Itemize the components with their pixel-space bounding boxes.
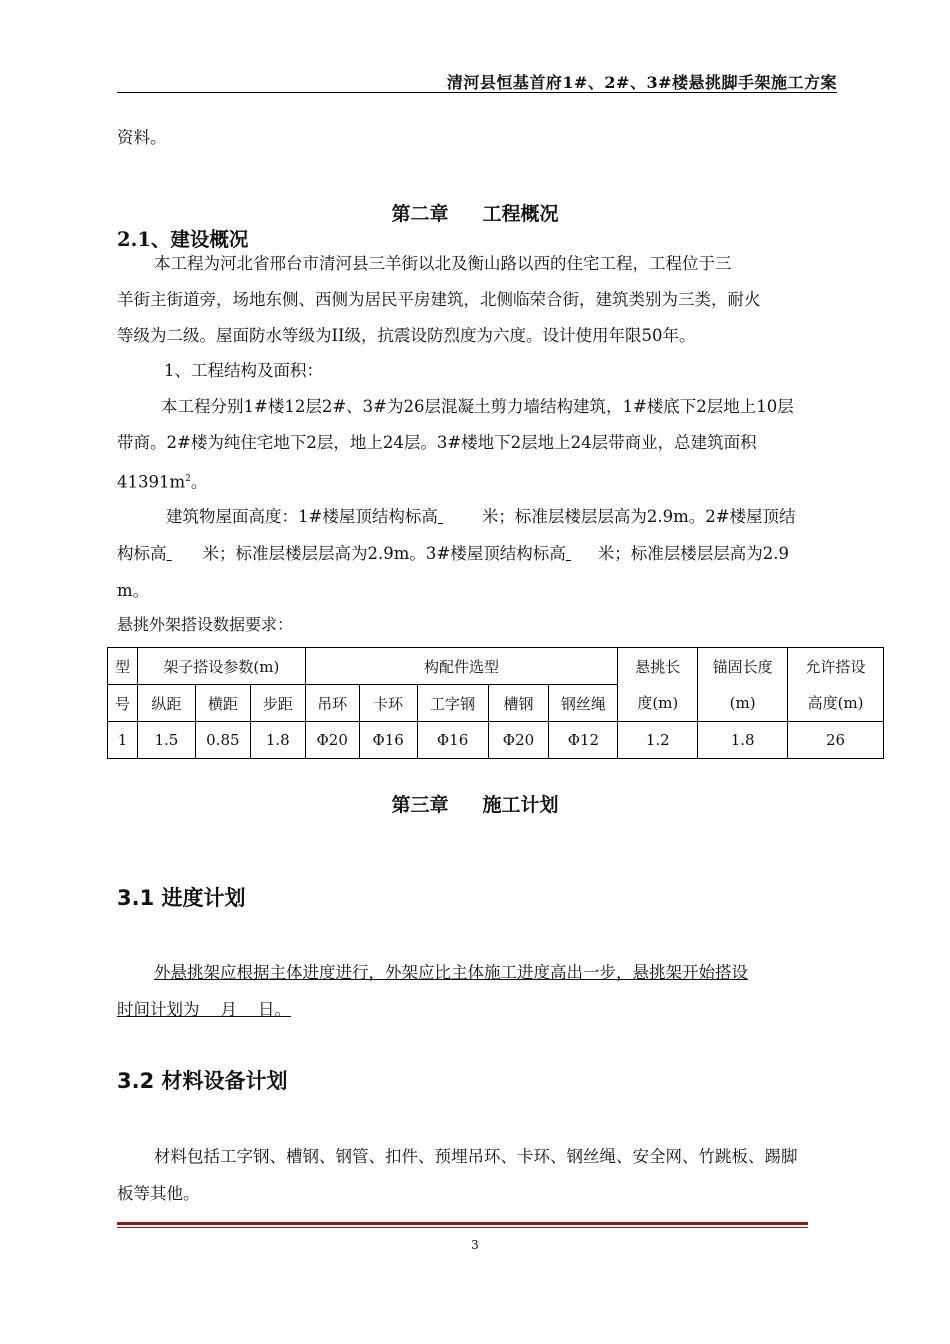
- chapter-3-title: 施工计划: [482, 794, 559, 816]
- parts-header: 构配件选型: [305, 648, 618, 685]
- footer-rule-thin: [117, 1227, 808, 1228]
- table-cell: Φ16: [359, 722, 417, 759]
- cantilever-header-top: 悬挑长: [618, 648, 698, 685]
- table-cell: Φ16: [417, 722, 488, 759]
- blank-height-2: [167, 536, 203, 572]
- para3-l2a: 构标高: [117, 544, 167, 563]
- table-cell: 26: [788, 722, 884, 759]
- para3-l1a: 建筑物屋面高度：1#楼屋顶结构标高: [166, 507, 438, 526]
- area-sup: 2: [185, 474, 191, 484]
- chapter-3-label: 第三章: [391, 794, 449, 816]
- para3-line3: m。: [117, 581, 150, 600]
- area-line: [117, 461, 207, 501]
- table-row: [108, 722, 884, 759]
- para2-line1: 本工程分别1#楼12层2#、3#为26层混凝土剪力墙结构建筑，1#楼底下2层地上10层: [161, 397, 794, 416]
- table-cell: 0.85: [195, 722, 250, 759]
- para5-line2: 板等其他。: [117, 1184, 200, 1203]
- scaffold-spec-table: [107, 647, 884, 759]
- table-header-row-1: [108, 648, 884, 685]
- item-1: 1、工程结构及面积：: [164, 361, 323, 380]
- footer-rule-thick: [117, 1222, 808, 1225]
- section-3-1-title: 3.1 进度计划: [117, 886, 246, 910]
- sub-header: 纵距: [137, 685, 195, 722]
- chapter-2-heading: [0, 199, 950, 226]
- sub-header: 横距: [195, 685, 250, 722]
- table-cell: 1.8: [698, 722, 788, 759]
- sub-header: 卡环: [359, 685, 417, 722]
- table-cell: 1.5: [137, 722, 195, 759]
- section-3-2-title: 3.2 材料设备计划: [117, 1069, 288, 1093]
- para1-line2: 羊街主街道旁，场地东侧、西侧为居民平房建筑，北侧临荣合街，建筑类别为三类，耐火: [117, 290, 761, 309]
- sub-header: 吊环: [305, 685, 359, 722]
- table-header-row-2: [108, 685, 884, 722]
- table-cell: Φ20: [488, 722, 549, 759]
- page-number: 3: [471, 1238, 479, 1252]
- table-cell: 1.2: [618, 722, 698, 759]
- sub-header: 工字钢: [417, 685, 488, 722]
- cantilever-header-bottom: 度(m): [618, 685, 698, 722]
- para5-line1: 材料包括工字钢、槽钢、钢管、扣件、预埋吊环、卡环、钢丝绳、安全网、竹跳板、踢脚: [154, 1147, 798, 1166]
- sub-header: 钢丝绳: [549, 685, 618, 722]
- anchor-header-bottom: (m): [698, 685, 788, 722]
- section-2-1-title: 2.1、建设概况: [117, 228, 249, 251]
- para3-line2: [117, 536, 789, 572]
- table-cell: 1.8: [250, 722, 305, 759]
- para4-line2: 时间计划为 月 日。: [117, 1000, 291, 1019]
- para3-l2b: 米；标准层楼层层高为2.9m。3#楼屋顶结构标高: [202, 544, 566, 563]
- blank-height-1: [438, 499, 482, 535]
- table-cell: 1: [108, 722, 138, 759]
- area-value: 41391m: [117, 472, 186, 492]
- type-header-top: 型: [108, 648, 138, 685]
- anchor-header-top: 锚固长度: [698, 648, 788, 685]
- para2-line2: 带商。2#楼为纯住宅地下2层，地上24层。3#楼地下2层地上24层带商业，总建筑面积: [117, 433, 757, 452]
- para1-line3: 等级为二级。屋面防水等级为II级，抗震设防烈度为六度。设计使用年限50年。: [117, 326, 696, 345]
- intro-tail: 资料。: [117, 128, 167, 147]
- height-header-bottom: 高度(m): [788, 685, 884, 722]
- sub-header: 槽钢: [488, 685, 549, 722]
- sub-header: 步距: [250, 685, 305, 722]
- area-end: 。: [190, 472, 208, 492]
- blank-height-3: [566, 536, 598, 572]
- para4-line1: 外悬挑架应根据主体进度进行，外架应比主体施工进度高出一步，悬挑架开始搭设: [154, 963, 748, 982]
- para3-line1: [166, 499, 796, 535]
- para1-line1: 本工程为河北省邢台市清河县三羊街以北及衡山路以西的住宅工程，工程位于三: [154, 254, 732, 273]
- para3-l1b: 米；标准层楼层层高为2.9m。2#楼屋顶结: [481, 507, 796, 526]
- chapter-2-title: 工程概况: [482, 203, 559, 225]
- para3-l2c: 米；标准层楼层层高为2.9: [597, 544, 789, 563]
- type-header-bottom: 号: [108, 685, 138, 722]
- table-caption: 悬挑外架搭设数据要求：: [117, 615, 294, 634]
- frame-params-header: 架子搭设参数(m): [137, 648, 305, 685]
- header-title: 清河县恒基首府1#、2#、3#楼悬挑脚手架施工方案: [446, 73, 837, 92]
- header-rule: [117, 92, 837, 93]
- table-cell: Φ12: [549, 722, 618, 759]
- table-cell: Φ20: [305, 722, 359, 759]
- height-header-top: 允许搭设: [788, 648, 884, 685]
- chapter-2-label: 第二章: [391, 203, 449, 225]
- chapter-3-heading: [0, 790, 950, 817]
